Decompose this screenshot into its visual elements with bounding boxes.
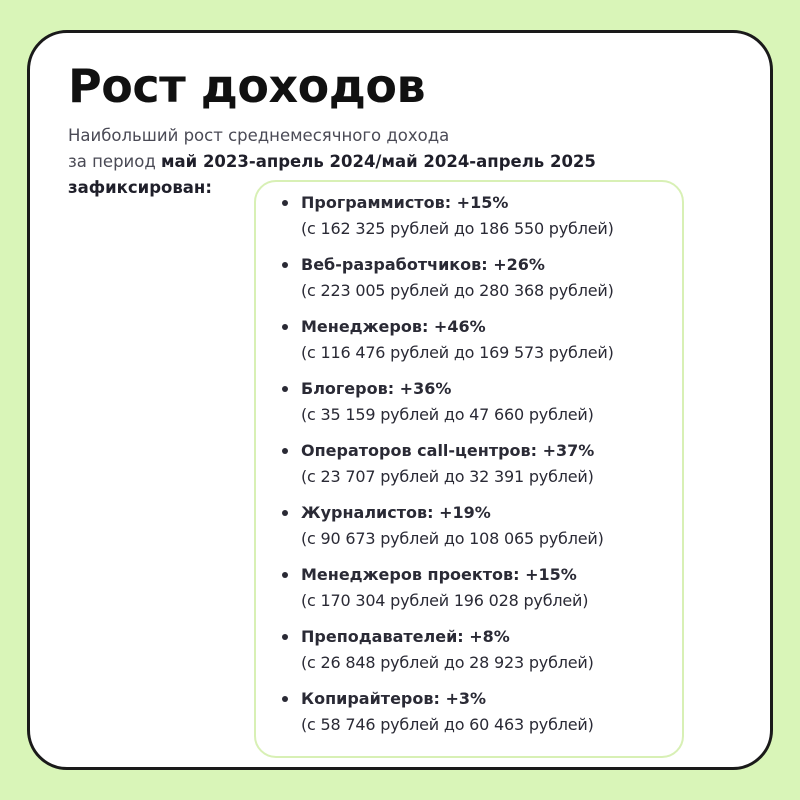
list-item-web-developers <box>280 252 614 314</box>
item-label: Веб-разработчиков: +26% <box>301 255 545 274</box>
bullet-icon <box>282 510 288 516</box>
income-list-box <box>254 180 684 758</box>
item-label: Программистов: +15% <box>301 193 509 212</box>
bullet-icon <box>282 634 288 640</box>
list-item-call-center-operators <box>280 438 614 500</box>
item-detail: (с 116 476 рублей до 169 573 рублей) <box>301 343 614 362</box>
subtitle-line-2 <box>68 149 596 175</box>
list-item-managers <box>280 314 614 376</box>
page-title: Рост доходов <box>68 59 426 113</box>
list-item-teachers <box>280 624 614 686</box>
item-detail: (с 35 159 рублей до 47 660 рублей) <box>301 405 594 424</box>
bullet-icon <box>282 262 288 268</box>
bullet-icon <box>282 386 288 392</box>
list-item-journalists <box>280 500 614 562</box>
list-item-copywriters <box>280 686 614 748</box>
subtitle-period-prefix: за период <box>68 152 162 171</box>
subtitle-fixed-label: зафиксирован: <box>68 178 212 197</box>
income-list <box>280 190 614 748</box>
list-item-bloggers <box>280 376 614 438</box>
bullet-icon <box>282 572 288 578</box>
subtitle-period: май 2023-апрель 2024/май 2024-апрель 2025 <box>161 152 596 171</box>
item-detail: (с 90 673 рублей до 108 065 рублей) <box>301 529 604 548</box>
item-label: Преподавателей: +8% <box>301 627 510 646</box>
item-detail: (с 162 325 рублей до 186 550 рублей) <box>301 219 614 238</box>
bullet-icon <box>282 200 288 206</box>
bullet-icon <box>282 448 288 454</box>
item-detail: (с 58 746 рублей до 60 463 рублей) <box>301 715 594 734</box>
item-label: Операторов call-центров: +37% <box>301 441 595 460</box>
item-detail: (с 23 707 рублей до 32 391 рублей) <box>301 467 594 486</box>
item-label: Журналистов: +19% <box>301 503 491 522</box>
item-detail: (с 170 304 рублей 196 028 рублей) <box>301 591 589 610</box>
bullet-icon <box>282 696 288 702</box>
item-label: Копирайтеров: +3% <box>301 689 487 708</box>
content-card <box>27 30 773 770</box>
list-item-project-managers <box>280 562 614 624</box>
bullet-icon <box>282 324 288 330</box>
item-label: Блогеров: +36% <box>301 379 452 398</box>
list-item-programmers <box>280 190 614 252</box>
item-detail: (с 223 005 рублей до 280 368 рублей) <box>301 281 614 300</box>
item-detail: (с 26 848 рублей до 28 923 рублей) <box>301 653 594 672</box>
subtitle-line-1: Наибольший рост среднемесячного дохода <box>68 126 450 145</box>
item-label: Менеджеров: +46% <box>301 317 486 336</box>
item-label: Менеджеров проектов: +15% <box>301 565 577 584</box>
